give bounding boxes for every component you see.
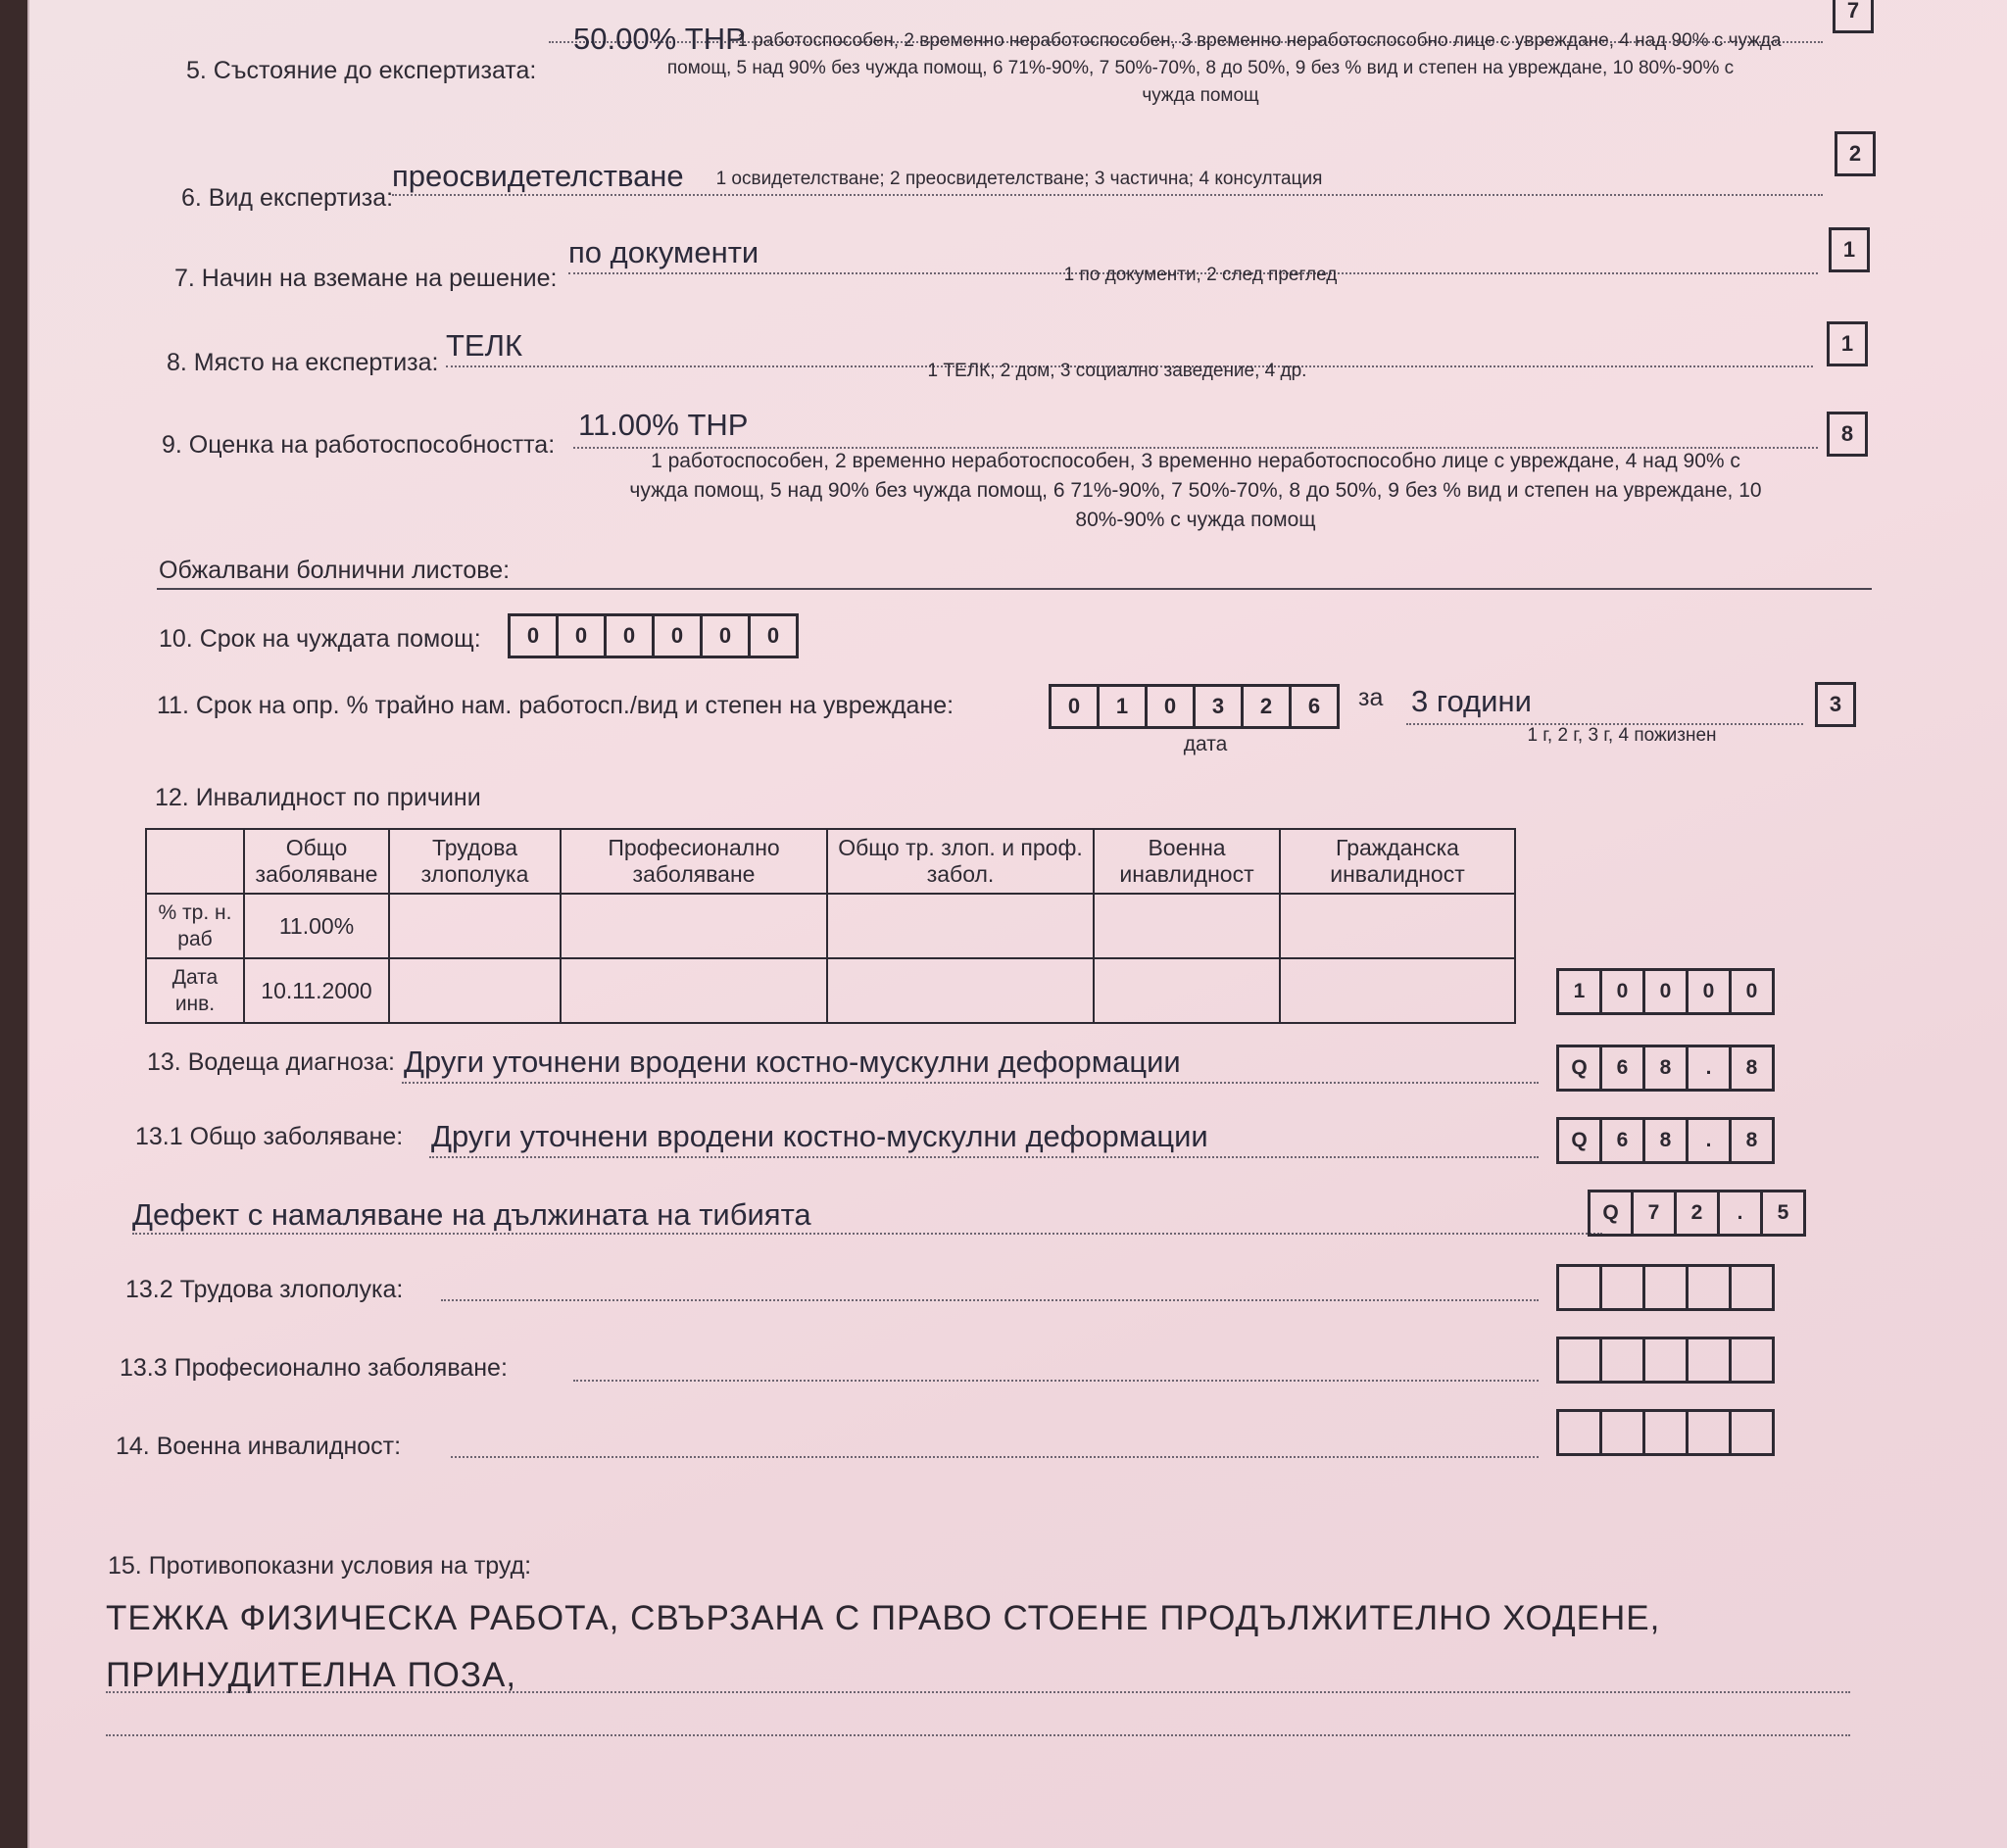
empty-code-cell	[1689, 1339, 1732, 1381]
empty-code-cell	[1559, 1267, 1602, 1308]
sec5-label: 5. Състояние до експертизата:	[186, 57, 537, 84]
sec13-code-char: 8	[1645, 1047, 1689, 1089]
sec12-code-digit: 0	[1645, 971, 1689, 1012]
sec13-code-char: .	[1689, 1047, 1732, 1089]
sec8-label: 8. Място на експертиза:	[167, 349, 439, 376]
sec10-digit: 0	[559, 616, 607, 656]
sec10-digit-cells	[508, 613, 799, 658]
document-sheet	[27, 0, 2007, 1848]
sec13-2-field-line	[441, 1299, 1539, 1301]
sec13-1-code-char: .	[1689, 1120, 1732, 1161]
sec13-1-extra-line	[132, 1233, 1602, 1235]
sec10-digit: 0	[511, 616, 559, 656]
sec13-1-code-char: 8	[1745, 1129, 1758, 1151]
row-label: Дата инв.	[146, 958, 244, 1023]
sec9-hint-line3: 80%-90% с чужда помощ	[1075, 509, 1316, 531]
sec15-line1: ТЕЖКА ФИЗИЧЕСКА РАБОТА, СВЪРЗАНА С ПРАВО СТОЕНЕ ПРОДЪЛЖИТЕЛНО ХОДЕНЕ,	[106, 1599, 1661, 1637]
sec6-field-line	[392, 194, 1823, 196]
sec13-1-label: 13.1 Общо заболяване:	[135, 1123, 404, 1150]
sec6-value: преосвидетелстване	[392, 159, 684, 193]
sec11-hint: 1 г, 2 г, 3 г, 4 пожизнен	[1527, 725, 1717, 746]
sec13-code-cells	[1556, 1045, 1775, 1092]
sec5-value: 50.00% ТНР	[573, 22, 746, 56]
sec13-3-label: 13.3 Професионално заболяване:	[120, 1354, 508, 1382]
sec12-code-digit: 0	[1602, 971, 1645, 1012]
sec7-label: 7. Начин на вземане на решение:	[174, 265, 558, 292]
sec15-line2: ПРИНУДИТЕЛНА ПОЗА,	[106, 1656, 517, 1694]
sec12-code-digit: 1	[1559, 971, 1602, 1012]
table-header-row	[146, 829, 1515, 894]
empty-code-cell	[1689, 1412, 1732, 1453]
sec13-1-value: Други уточнени вродени костно-мускулни деформации	[431, 1119, 1208, 1153]
sec13-value: Други уточнени вродени костно-мускулни деформации	[404, 1045, 1181, 1079]
sec6-code-box: 2	[1835, 131, 1876, 176]
sec11-duration: 3 години	[1411, 684, 1532, 718]
sec12-code-digit: 0	[1689, 971, 1732, 1012]
sec13-field-line	[402, 1082, 1539, 1084]
table-row	[146, 958, 1515, 1023]
empty-code-cell	[1732, 1412, 1772, 1453]
disability-table	[145, 828, 1516, 1024]
sec13-1-code-char: 8	[1645, 1120, 1689, 1161]
sec10-digit: 0	[607, 616, 655, 656]
sec8-hint: 1 ТЕЛК, 2 дом, 3 социално заведение, 4 др.	[927, 361, 1307, 381]
table-corner-cell	[146, 829, 244, 894]
sec11-digit: 6	[1307, 694, 1321, 718]
sec11-digit: 2	[1244, 687, 1292, 726]
sec13-1-code-cells	[1556, 1117, 1775, 1164]
sec9-hint-line1: 1 работоспособен, 2 временно неработоспособен, 3 временно неработоспособно лице с увреждане, 4 над 90% с	[651, 450, 1740, 472]
table-cell	[827, 894, 1094, 958]
sec5-hint-line3: чужда помощ	[1142, 85, 1259, 106]
sec13-1-extra-code-char: Q	[1591, 1192, 1634, 1234]
sec10-label: 10. Срок на чуждата помощ:	[159, 625, 481, 653]
sec13-1-code-char: 6	[1602, 1120, 1645, 1161]
sec9-hint	[563, 447, 1828, 535]
sec14-field-line	[451, 1456, 1539, 1458]
sec13-1-extra-value: Дефект с намаляване на дължината на тибията	[132, 1197, 811, 1232]
table-cell	[389, 894, 561, 958]
sec13-1-extra-code-char: 2	[1677, 1192, 1720, 1234]
sec7-hint: 1 по документи, 2 след преглед	[1063, 265, 1338, 285]
sec13-label: 13. Водеща диагноза:	[147, 1048, 395, 1076]
column-header: Военна инавлидност	[1094, 829, 1280, 894]
sec5-code-box: 7	[1833, 0, 1874, 33]
column-header: Гражданска инвалидност	[1280, 829, 1515, 894]
empty-code-cell	[1645, 1412, 1689, 1453]
empty-code-cell	[1732, 1267, 1772, 1308]
sec15-line2-underline	[106, 1691, 1850, 1693]
sick-leave-heading: Обжалвани болнични листове:	[159, 557, 511, 584]
sec11-digit: 0	[1148, 687, 1196, 726]
table-cell: 10.11.2000	[244, 958, 389, 1023]
empty-code-cell	[1559, 1412, 1602, 1453]
sec5-hint	[559, 24, 1842, 110]
sec6-label: 6. Вид експертиза:	[181, 184, 394, 212]
sec5-hint-line2: помощ, 5 над 90% без чужда помощ, 6 71%-90%, 7 50%-70%, 8 до 50%, 9 без % вид и степен на увреждане, 10 80%-90% с	[666, 58, 1735, 78]
sec13-3-code-cells	[1556, 1337, 1775, 1384]
empty-code-cell	[1602, 1339, 1645, 1381]
sec11-date-cells	[1049, 684, 1340, 729]
table-row	[146, 894, 1515, 958]
sec7-code-box: 1	[1829, 227, 1870, 272]
sec13-code-char: 6	[1602, 1047, 1645, 1089]
empty-code-cell	[1602, 1267, 1645, 1308]
sec10-digit: 0	[655, 616, 703, 656]
sec9-hint-line2: чужда помощ, 5 над 90% без чужда помощ, 6 71%-90%, 7 50%-70%, 8 до 50%, 9 без % вид и степен на увреждане, 10	[629, 479, 1762, 502]
column-header: Общо тр. злоп. и проф. забол.	[827, 829, 1094, 894]
sec11-digit: 1	[1100, 687, 1148, 726]
sec11-digit: 3	[1196, 687, 1244, 726]
sec7-value: по документи	[568, 235, 759, 269]
sec13-1-field-line	[429, 1156, 1539, 1158]
sec12-code-digit: 0	[1745, 980, 1758, 1002]
sec13-1-extra-code-cells	[1588, 1190, 1806, 1237]
sec10-digit: 0	[703, 616, 751, 656]
row-label: % тр. н. раб	[146, 894, 244, 958]
sec6-hint: 1 освидетелстване; 2 преосвидетелстване; 3 частична; 4 консултация	[715, 169, 1323, 189]
sec15-extra-line	[106, 1734, 1850, 1736]
sec13-code-char: 8	[1745, 1056, 1758, 1079]
table-cell	[1094, 894, 1280, 958]
sec13-1-extra-code-char: 7	[1634, 1192, 1677, 1234]
empty-code-cell	[1559, 1339, 1602, 1381]
table-cell	[827, 958, 1094, 1023]
sec5-hint-line1: 1 работоспособен, 2 временно неработоспособен, 3 временно неработоспособно лице с увреждане, 4 над 90% с чужда	[737, 30, 1782, 51]
sec11-date-caption: дата	[1183, 733, 1228, 755]
column-header: Професионално заболяване	[561, 829, 827, 894]
table-cell	[561, 894, 827, 958]
empty-code-cell	[1689, 1267, 1732, 1308]
sec14-label: 14. Военна инвалидност:	[116, 1433, 402, 1460]
sec10-digit: 0	[766, 623, 780, 648]
sec11-code-box: 3	[1815, 682, 1856, 727]
sec13-code-char: Q	[1559, 1047, 1602, 1089]
table-cell	[1280, 958, 1515, 1023]
column-header: Трудова злополука	[389, 829, 561, 894]
sec9-value: 11.00% ТНР	[578, 408, 749, 442]
empty-code-cell	[1732, 1339, 1772, 1381]
table-cell	[1094, 958, 1280, 1023]
sec9-code-box: 8	[1827, 412, 1868, 457]
sec13-2-label: 13.2 Трудова злополука:	[125, 1276, 404, 1303]
empty-code-cell	[1645, 1267, 1689, 1308]
table-cell	[389, 958, 561, 1023]
sec8-code-box: 1	[1827, 321, 1868, 366]
sec12-code-cells	[1556, 968, 1775, 1015]
sec15-label: 15. Противопоказни условия на труд:	[108, 1552, 532, 1580]
sec11-digit: 0	[1052, 687, 1100, 726]
sec8-value: ТЕЛК	[446, 328, 523, 363]
empty-code-cell	[1602, 1412, 1645, 1453]
sec14-code-cells	[1556, 1409, 1775, 1456]
sick-leave-line	[157, 588, 1872, 590]
sec13-1-extra-code-char: 5	[1777, 1201, 1789, 1224]
sec11-label: 11. Срок на опр. % трайно нам. работосп./вид и степен на увреждане:	[157, 692, 955, 719]
sec9-label: 9. Оценка на работоспособността:	[162, 431, 556, 459]
table-cell: 11.00%	[244, 894, 389, 958]
sec13-1-code-char: Q	[1559, 1120, 1602, 1161]
column-header: Общо заболяване	[244, 829, 389, 894]
sec11-for-word: за	[1358, 684, 1384, 711]
sec13-3-field-line	[573, 1380, 1539, 1382]
empty-code-cell	[1645, 1339, 1689, 1381]
table-cell	[1280, 894, 1515, 958]
table-cell	[561, 958, 827, 1023]
sec13-1-extra-code-char: .	[1720, 1192, 1763, 1234]
sec12-heading: 12. Инвалидност по причини	[155, 784, 481, 811]
sec13-2-code-cells	[1556, 1264, 1775, 1311]
